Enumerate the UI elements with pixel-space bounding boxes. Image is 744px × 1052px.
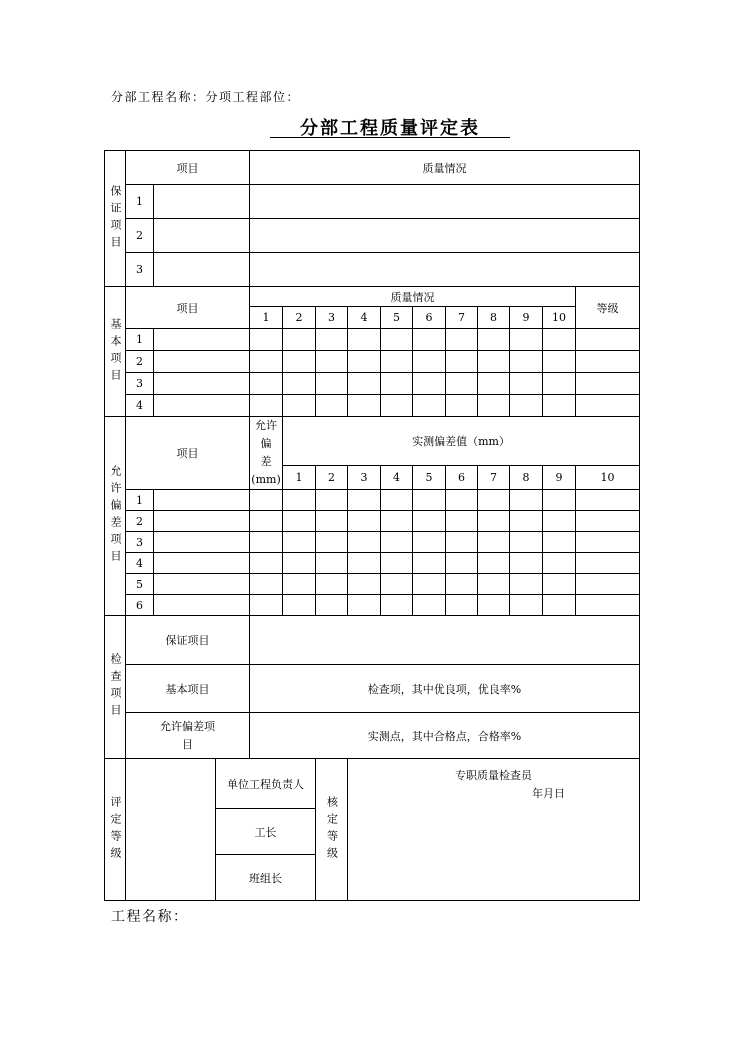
basic-grade-cell[interactable] [576, 395, 640, 417]
basic-value-cell[interactable] [478, 395, 510, 417]
inspection-guarantee-label: 保证项目 [126, 616, 250, 665]
basic-col-header: 9 [510, 307, 543, 329]
basic-value-cell[interactable] [316, 351, 348, 373]
deviation-item-cell[interactable] [154, 511, 250, 532]
guarantee-row-number: 3 [126, 253, 154, 287]
deviation-value-cell[interactable] [510, 553, 543, 574]
deviation-value-cell[interactable] [510, 532, 543, 553]
inspection-deviation-label-line2: 目 [182, 737, 194, 751]
basic-value-cell[interactable] [381, 395, 413, 417]
basic-value-cell[interactable] [413, 373, 446, 395]
guarantee-quality-cell[interactable] [250, 253, 640, 287]
deviation-item-cell[interactable] [154, 490, 250, 511]
deviation-value-cell[interactable] [478, 511, 510, 532]
basic-value-cell[interactable] [543, 351, 576, 373]
deviation-value-cell[interactable] [446, 595, 478, 616]
deviation-value-cell[interactable] [381, 595, 413, 616]
deviation-value-cell[interactable] [348, 574, 381, 595]
basic-value-cell[interactable] [413, 329, 446, 351]
deviation-value-cell[interactable] [413, 595, 446, 616]
basic-value-cell[interactable] [283, 329, 316, 351]
basic-value-cell[interactable] [381, 373, 413, 395]
basic-value-cell[interactable] [413, 351, 446, 373]
basic-value-cell[interactable] [510, 329, 543, 351]
basic-value-cell[interactable] [381, 329, 413, 351]
basic-value-cell[interactable] [283, 373, 316, 395]
deviation-value-cell[interactable] [510, 511, 543, 532]
deviation-col-header: 5 [413, 465, 446, 489]
deviation-value-cell[interactable] [576, 532, 640, 553]
basic-value-cell[interactable] [478, 373, 510, 395]
basic-grade-header: 等级 [576, 287, 640, 329]
inspector-label: 专职质量检查员 [455, 769, 533, 782]
header-line: 分部工程名称：分项工程部位： [111, 90, 301, 104]
date-label: 年月日 [532, 787, 566, 800]
basic-value-cell[interactable] [348, 395, 381, 417]
deviation-value-cell[interactable] [413, 490, 446, 511]
deviation-value-cell[interactable] [576, 595, 640, 616]
deviation-value-cell[interactable] [510, 490, 543, 511]
allowed-deviation-unit: (mm) [251, 473, 281, 486]
deviation-value-cell[interactable] [381, 490, 413, 511]
guarantee-section-label: 保证项目 [105, 151, 126, 287]
deviation-value-cell[interactable] [446, 490, 478, 511]
deviation-col-header: 8 [510, 465, 543, 489]
deviation-col-header: 3 [348, 465, 381, 489]
basic-value-cell[interactable] [510, 373, 543, 395]
evaluation-section-label: 评定等级 [105, 759, 126, 901]
allowed-deviation-line2: 差 [260, 455, 272, 468]
deviation-value-cell[interactable] [543, 511, 576, 532]
deviation-row-number: 4 [126, 553, 154, 574]
deviation-value-cell[interactable] [381, 532, 413, 553]
basic-col-header: 2 [283, 307, 316, 329]
deviation-allowed-cell[interactable] [250, 490, 283, 511]
deviation-value-cell[interactable] [413, 511, 446, 532]
basic-value-cell[interactable] [316, 373, 348, 395]
basic-value-cell[interactable] [283, 351, 316, 373]
allowed-deviation-line1: 允许偏 [255, 419, 278, 450]
basic-row-number: 1 [126, 329, 154, 351]
guarantee-item-cell[interactable] [154, 185, 250, 219]
deviation-allowed-cell[interactable] [250, 511, 283, 532]
deviation-section-label: 允许偏差项目 [105, 417, 126, 616]
quality-evaluation-table [104, 150, 640, 901]
basic-item-cell[interactable] [154, 329, 250, 351]
deviation-value-cell[interactable] [478, 532, 510, 553]
basic-value-cell[interactable] [250, 351, 283, 373]
deviation-value-cell[interactable] [576, 511, 640, 532]
basic-col-header: 7 [446, 307, 478, 329]
deviation-value-cell[interactable] [510, 595, 543, 616]
deviation-row-number: 3 [126, 532, 154, 553]
basic-value-cell[interactable] [478, 329, 510, 351]
deviation-value-cell[interactable] [381, 553, 413, 574]
deviation-item-cell[interactable] [154, 595, 250, 616]
deviation-value-cell[interactable] [316, 595, 348, 616]
deviation-value-cell[interactable] [543, 553, 576, 574]
deviation-value-cell[interactable] [543, 595, 576, 616]
basic-value-cell[interactable] [316, 395, 348, 417]
guarantee-quality-cell[interactable] [250, 185, 640, 219]
basic-col-header: 3 [316, 307, 348, 329]
verify-grade-label: 核定等级 [316, 759, 348, 901]
deviation-allowed-cell[interactable] [250, 532, 283, 553]
deviation-item-cell[interactable] [154, 532, 250, 553]
basic-col-header: 8 [478, 307, 510, 329]
guarantee-row-number: 2 [126, 219, 154, 253]
deviation-value-cell[interactable] [283, 532, 316, 553]
evaluation-grade-cell[interactable] [126, 759, 216, 901]
basic-grade-cell[interactable] [576, 373, 640, 395]
project-name-label: 工程名称： [111, 909, 189, 925]
deviation-row-number: 1 [126, 490, 154, 511]
basic-value-cell[interactable] [348, 351, 381, 373]
basic-item-cell[interactable] [154, 373, 250, 395]
deviation-col-header: 1 [283, 465, 316, 489]
deviation-value-cell[interactable] [478, 595, 510, 616]
inspection-guarantee-cell[interactable] [250, 616, 640, 665]
deviation-row-number: 6 [126, 595, 154, 616]
deviation-value-cell[interactable] [510, 574, 543, 595]
deviation-value-cell[interactable] [478, 553, 510, 574]
deviation-value-cell[interactable] [478, 574, 510, 595]
deviation-value-cell[interactable] [316, 553, 348, 574]
deviation-item-cell[interactable] [154, 574, 250, 595]
deviation-value-cell[interactable] [283, 574, 316, 595]
deviation-item-cell[interactable] [154, 553, 250, 574]
basic-value-cell[interactable] [543, 373, 576, 395]
basic-col-header: 5 [381, 307, 413, 329]
team-leader-label: 班组长 [216, 855, 316, 901]
inspection-deviation-label [126, 713, 250, 759]
guarantee-row-number: 1 [126, 185, 154, 219]
deviation-value-cell[interactable] [446, 532, 478, 553]
deviation-value-cell[interactable] [348, 490, 381, 511]
basic-value-cell[interactable] [478, 351, 510, 373]
inspection-basic-label: 基本项目 [126, 665, 250, 713]
guarantee-item-cell[interactable] [154, 253, 250, 287]
basic-row-number: 2 [126, 351, 154, 373]
deviation-col-header: 7 [478, 465, 510, 489]
inspection-deviation-result: 实测点，其中合格点，合格率% [250, 713, 640, 759]
deviation-value-cell[interactable] [316, 490, 348, 511]
deviation-value-cell[interactable] [381, 574, 413, 595]
basic-value-cell[interactable] [510, 351, 543, 373]
basic-col-header: 1 [250, 307, 283, 329]
basic-row-number: 3 [126, 373, 154, 395]
title-underline [270, 137, 510, 138]
deviation-value-cell[interactable] [543, 574, 576, 595]
deviation-allowed-cell[interactable] [250, 553, 283, 574]
deviation-value-cell[interactable] [316, 574, 348, 595]
deviation-value-cell[interactable] [413, 532, 446, 553]
basic-value-cell[interactable] [250, 329, 283, 351]
basic-item-cell[interactable] [154, 351, 250, 373]
basic-col-header: 4 [348, 307, 381, 329]
deviation-value-cell[interactable] [446, 553, 478, 574]
deviation-value-cell[interactable] [413, 574, 446, 595]
basic-value-cell[interactable] [250, 395, 283, 417]
deviation-value-cell[interactable] [316, 532, 348, 553]
inspector-signature-cell[interactable] [348, 759, 640, 901]
deviation-col-header: 2 [316, 465, 348, 489]
unit-leader-label: 单位工程负责人 [216, 759, 316, 809]
basic-value-cell[interactable] [446, 351, 478, 373]
measured-deviation-header: 实测偏差值（mm） [283, 417, 640, 466]
basic-value-cell[interactable] [283, 395, 316, 417]
basic-value-cell[interactable] [316, 329, 348, 351]
basic-item-header: 项目 [126, 287, 250, 329]
basic-value-cell[interactable] [381, 351, 413, 373]
inspection-deviation-label-line1: 允许偏差项 [160, 719, 216, 733]
basic-item-cell[interactable] [154, 395, 250, 417]
deviation-value-cell[interactable] [543, 490, 576, 511]
basic-col-header: 10 [543, 307, 576, 329]
deviation-value-cell[interactable] [283, 553, 316, 574]
deviation-col-header: 9 [543, 465, 576, 489]
basic-value-cell[interactable] [543, 395, 576, 417]
deviation-value-cell[interactable] [316, 511, 348, 532]
deviation-col-header: 6 [446, 465, 478, 489]
deviation-value-cell[interactable] [348, 532, 381, 553]
deviation-value-cell[interactable] [478, 490, 510, 511]
deviation-value-cell[interactable] [413, 553, 446, 574]
allowed-deviation-header [250, 417, 283, 490]
deviation-value-cell[interactable] [348, 553, 381, 574]
deviation-item-header: 项目 [126, 417, 250, 490]
deviation-allowed-cell[interactable] [250, 595, 283, 616]
deviation-col-header: 10 [576, 465, 640, 489]
deviation-value-cell[interactable] [283, 511, 316, 532]
deviation-col-header: 4 [381, 465, 413, 489]
guarantee-quality-header: 质量情况 [250, 151, 640, 185]
deviation-value-cell[interactable] [446, 511, 478, 532]
deviation-value-cell[interactable] [283, 490, 316, 511]
deviation-value-cell[interactable] [283, 595, 316, 616]
basic-quality-header: 质量情况 [250, 287, 576, 307]
basic-value-cell[interactable] [348, 329, 381, 351]
basic-value-cell[interactable] [446, 395, 478, 417]
guarantee-item-cell[interactable] [154, 219, 250, 253]
inspection-basic-result: 检查项，其中优良项，优良率% [250, 665, 640, 713]
basic-value-cell[interactable] [446, 373, 478, 395]
guarantee-quality-cell[interactable] [250, 219, 640, 253]
deviation-value-cell[interactable] [576, 490, 640, 511]
deviation-value-cell[interactable] [576, 553, 640, 574]
basic-grade-cell[interactable] [576, 329, 640, 351]
page-title: 分部工程质量评定表 [300, 118, 480, 139]
basic-value-cell[interactable] [543, 329, 576, 351]
basic-value-cell[interactable] [413, 395, 446, 417]
guarantee-item-header: 项目 [126, 151, 250, 185]
deviation-allowed-cell[interactable] [250, 574, 283, 595]
basic-grade-cell[interactable] [576, 351, 640, 373]
deviation-value-cell[interactable] [446, 574, 478, 595]
basic-row-number: 4 [126, 395, 154, 417]
deviation-value-cell[interactable] [381, 511, 413, 532]
basic-value-cell[interactable] [510, 395, 543, 417]
deviation-value-cell[interactable] [348, 511, 381, 532]
inspection-section-label: 检查项目 [105, 616, 126, 759]
deviation-value-cell[interactable] [348, 595, 381, 616]
basic-value-cell[interactable] [348, 373, 381, 395]
deviation-row-number: 5 [126, 574, 154, 595]
deviation-row-number: 2 [126, 511, 154, 532]
basic-value-cell[interactable] [250, 373, 283, 395]
basic-section-label: 基本项目 [105, 287, 126, 417]
foreman-label: 工长 [216, 809, 316, 855]
deviation-value-cell[interactable] [576, 574, 640, 595]
deviation-value-cell[interactable] [543, 532, 576, 553]
basic-col-header: 6 [413, 307, 446, 329]
basic-value-cell[interactable] [446, 329, 478, 351]
